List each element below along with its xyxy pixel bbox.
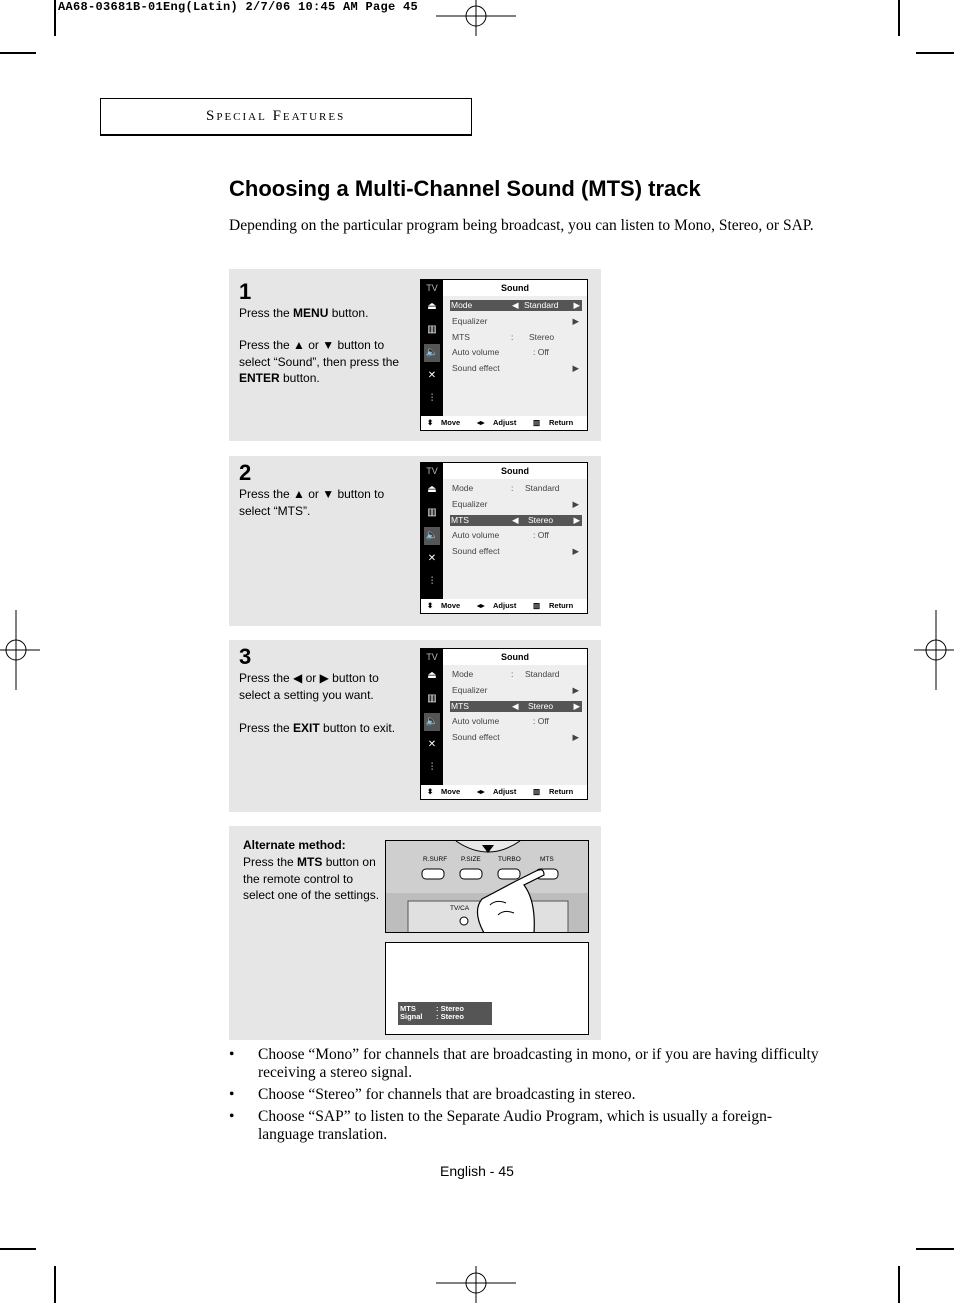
osd-sidebar [421, 280, 443, 416]
osd-title: Sound [501, 466, 529, 476]
return-icon: ▥ [533, 601, 541, 610]
osd-footer-return: Return [549, 418, 574, 427]
osd-menu-body [443, 296, 587, 416]
osd-right-arrow-icon: ▶ [572, 732, 579, 742]
osd-menu-item[interactable] [451, 530, 581, 541]
osd-right-arrow-icon: ▶ [573, 300, 580, 310]
bullet-text: Choose “SAP” to listen to the Separate Audio Program, which is usually a foreign-language translation. [258, 1108, 772, 1143]
bullet-dot: • [229, 1108, 235, 1125]
crop-mark [898, 1266, 900, 1303]
osd-menu-body [443, 479, 587, 599]
alternate-heading: Alternate method: [243, 838, 346, 852]
osd-menu-label: Sound effect [452, 363, 500, 373]
crop-mark [0, 1248, 36, 1250]
alternate-text-post: button on the remote control to select one of the settings. [243, 855, 380, 902]
osd-menu-label: Equalizer [452, 316, 488, 326]
bullet-dot: • [229, 1046, 235, 1063]
osd-menu-body [443, 665, 587, 785]
instruction-text: button to exit. [319, 721, 396, 735]
osd-value: Standard [525, 669, 560, 679]
picture-icon[interactable]: ▥ [427, 507, 437, 518]
osd-menu-item[interactable] [450, 300, 582, 311]
osd-right-arrow-icon: ▶ [572, 316, 579, 326]
osd-left-arrow-icon: ◀ [512, 701, 519, 711]
osd-value: Stereo [528, 515, 554, 525]
crop-mark [898, 0, 900, 36]
step-panel-2 [229, 456, 601, 626]
sound-icon[interactable]: 🔈 [424, 713, 440, 731]
instruction-key: MENU [293, 306, 329, 320]
osd-mts-value: : Stereo [436, 1004, 464, 1013]
osd-menu-label: Mode [451, 300, 473, 310]
osd-sound-menu [420, 648, 588, 800]
osd-value: Stereo [528, 701, 554, 711]
osd-sound-menu [420, 279, 588, 431]
osd-colon: : [511, 483, 514, 493]
osd-value: : Off [533, 716, 549, 726]
osd-footer [421, 416, 587, 430]
sound-icon[interactable]: 🔈 [424, 527, 440, 545]
bullet-list [229, 1046, 819, 1148]
osd-tv-label: TV [426, 283, 438, 293]
osd-left-arrow-icon: ◀ [512, 300, 519, 310]
remote-label: P.SIZE [461, 856, 481, 863]
crop-mark [0, 52, 36, 54]
osd-mts-label: MTS [400, 1004, 416, 1013]
adjust-arrows-icon: ◂▸ [477, 418, 485, 427]
registration-mark-icon [436, 0, 516, 36]
osd-footer-return: Return [549, 787, 574, 796]
osd-sidebar [421, 463, 443, 599]
remote-illustration [385, 840, 589, 933]
return-icon: ▥ [533, 787, 541, 796]
move-arrows-icon: ⬍ [427, 418, 434, 427]
osd-value: : Off [533, 530, 549, 540]
osd-footer-move: Move [441, 787, 461, 796]
osd-menu-item[interactable] [450, 515, 582, 526]
osd-footer-adjust: Adjust [493, 418, 517, 427]
remote-label: TURBO [498, 856, 521, 863]
crop-mark [54, 0, 56, 36]
osd-title: Sound [501, 652, 529, 662]
remote-label: TV/CA [450, 905, 470, 912]
registration-mark-icon [914, 610, 954, 690]
osd-menu-label: Auto volume [452, 716, 500, 726]
osd-signal-label: Signal [400, 1012, 423, 1021]
step-panel-3 [229, 640, 601, 812]
bullet-dot: • [229, 1086, 235, 1103]
osd-right-arrow-icon: ▶ [572, 546, 579, 556]
setup-icon[interactable]: ⫶ [430, 576, 434, 587]
osd-sound-menu [420, 462, 588, 614]
alternate-text-pre: Press the [243, 855, 298, 869]
osd-menu-item[interactable] [451, 332, 581, 343]
osd-menu-item[interactable] [451, 316, 581, 327]
crop-mark [916, 1248, 954, 1250]
osd-menu-label: Equalizer [452, 499, 488, 509]
registration-mark-icon [436, 1266, 516, 1303]
step-panel-1 [229, 269, 601, 441]
remote-label: R.SURF [423, 856, 448, 863]
osd-right-arrow-icon: ▶ [572, 499, 579, 509]
osd-value: : Off [533, 347, 549, 357]
crop-mark [916, 52, 954, 54]
channel-icon[interactable]: ✕ [427, 370, 437, 381]
tv-input-icon[interactable]: ⏏ [427, 484, 437, 495]
osd-menu-item[interactable] [451, 499, 581, 510]
osd-menu-label: Auto volume [452, 347, 500, 357]
osd-menu-item[interactable] [451, 483, 581, 494]
setup-icon[interactable]: ⫶ [430, 393, 434, 404]
instruction-text: Press the [239, 306, 294, 320]
osd-menu-label: Mode [452, 669, 474, 679]
osd-colon: : [511, 669, 514, 679]
intro-paragraph: Depending on the particular program being broadcast, you can listen to Mono, Stereo, or SAP. [229, 217, 814, 234]
osd-menu-item[interactable] [451, 347, 581, 358]
return-icon: ▥ [533, 418, 541, 427]
adjust-arrows-icon: ◂▸ [477, 787, 485, 796]
instruction-text: button. [279, 371, 320, 385]
picture-icon[interactable]: ▥ [427, 693, 437, 704]
registration-mark-icon [0, 610, 40, 690]
instruction-key: ENTER [239, 371, 280, 385]
bullet-text: Choose “Mono” for channels that are broadcasting in mono, or if you are having difficulty receiving a stereo signal. [258, 1046, 819, 1081]
osd-menu-item[interactable] [451, 669, 581, 680]
osd-colon: : [511, 332, 514, 342]
osd-menu-label: MTS [451, 701, 469, 711]
step-instruction [239, 305, 409, 322]
step-instruction [239, 337, 409, 387]
move-arrows-icon: ⬍ [427, 601, 434, 610]
print-header: AA68-03681B-01Eng(Latin) 2/7/06 10:45 AM Page 45 [58, 0, 419, 14]
osd-right-arrow-icon: ▶ [573, 515, 580, 525]
osd-menu-label: MTS [451, 515, 469, 525]
instruction-text: button. [328, 306, 369, 320]
instruction-key: EXIT [293, 721, 320, 735]
alternate-method-panel [229, 826, 601, 1040]
osd-right-arrow-icon: ▶ [573, 701, 580, 711]
setup-icon[interactable]: ⫶ [430, 762, 434, 773]
osd-sidebar [421, 649, 443, 785]
list-item [229, 1046, 819, 1082]
mts-status-osd [398, 1002, 492, 1025]
osd-menu-item[interactable] [451, 685, 581, 696]
osd-footer-adjust: Adjust [493, 601, 517, 610]
tv-screen-illustration [385, 942, 589, 1035]
osd-menu-item[interactable] [451, 716, 581, 727]
crop-mark [54, 1266, 56, 1303]
picture-icon[interactable]: ▥ [427, 324, 437, 335]
remote-label: MTS [540, 856, 554, 863]
osd-menu-item[interactable] [451, 732, 581, 743]
list-item [229, 1108, 819, 1144]
bullet-text: Choose “Stereo” for channels that are broadcasting in stereo. [258, 1086, 636, 1103]
step-number: 3 [239, 644, 252, 669]
osd-right-arrow-icon: ▶ [572, 363, 579, 373]
adjust-arrows-icon: ◂▸ [477, 601, 485, 610]
osd-tv-label: TV [426, 466, 438, 476]
osd-left-arrow-icon: ◀ [512, 515, 519, 525]
section-title: Special Features [206, 108, 346, 124]
osd-menu-item[interactable] [451, 546, 581, 557]
channel-icon[interactable]: ✕ [427, 553, 437, 564]
osd-menu-label: Sound effect [452, 546, 500, 556]
osd-footer [421, 785, 587, 799]
list-item [229, 1086, 819, 1104]
osd-footer-move: Move [441, 418, 461, 427]
step-instruction [239, 670, 409, 703]
step-number: 2 [239, 460, 252, 485]
step-instruction [239, 486, 409, 519]
osd-footer-return: Return [549, 601, 574, 610]
osd-menu-item[interactable] [451, 363, 581, 374]
osd-menu-label: Sound effect [452, 732, 500, 742]
instruction-text: Press the ▲ or ▼ button to select “Sound”, then press the [239, 338, 400, 369]
sound-icon[interactable]: 🔈 [424, 344, 440, 362]
osd-menu-item[interactable] [450, 701, 582, 712]
page-title: Choosing a Multi-Channel Sound (MTS) track [229, 176, 701, 201]
step-number: 1 [239, 279, 252, 304]
osd-menu-label: MTS [452, 332, 470, 342]
osd-value: Standard [524, 300, 559, 310]
osd-tv-label: TV [426, 652, 438, 662]
page-footer: English - 45 [440, 1163, 514, 1179]
alternate-text [243, 854, 383, 904]
osd-right-arrow-icon: ▶ [572, 685, 579, 695]
osd-footer-adjust: Adjust [493, 787, 517, 796]
instruction-text: Press the ◀ or ▶ button to select a setting you want. [239, 671, 379, 702]
alternate-text-bold: MTS [297, 855, 323, 869]
osd-menu-label: Auto volume [452, 530, 500, 540]
osd-footer [421, 599, 587, 613]
instruction-text: Press the ▲ or ▼ button to select “MTS”. [239, 487, 385, 518]
channel-icon[interactable]: ✕ [427, 739, 437, 750]
osd-value: Standard [525, 483, 560, 493]
tv-input-icon[interactable]: ⏏ [427, 670, 437, 681]
osd-menu-label: Mode [452, 483, 474, 493]
osd-signal-value: : Stereo [436, 1012, 464, 1021]
osd-footer-move: Move [441, 601, 461, 610]
tv-input-icon[interactable]: ⏏ [427, 301, 437, 312]
osd-value: Stereo [529, 332, 555, 342]
instruction-text: Press the [239, 721, 294, 735]
remote-drawing-icon [386, 841, 589, 933]
osd-title: Sound [501, 283, 529, 293]
osd-menu-label: Equalizer [452, 685, 488, 695]
move-arrows-icon: ⬍ [427, 787, 434, 796]
step-instruction [239, 720, 409, 737]
